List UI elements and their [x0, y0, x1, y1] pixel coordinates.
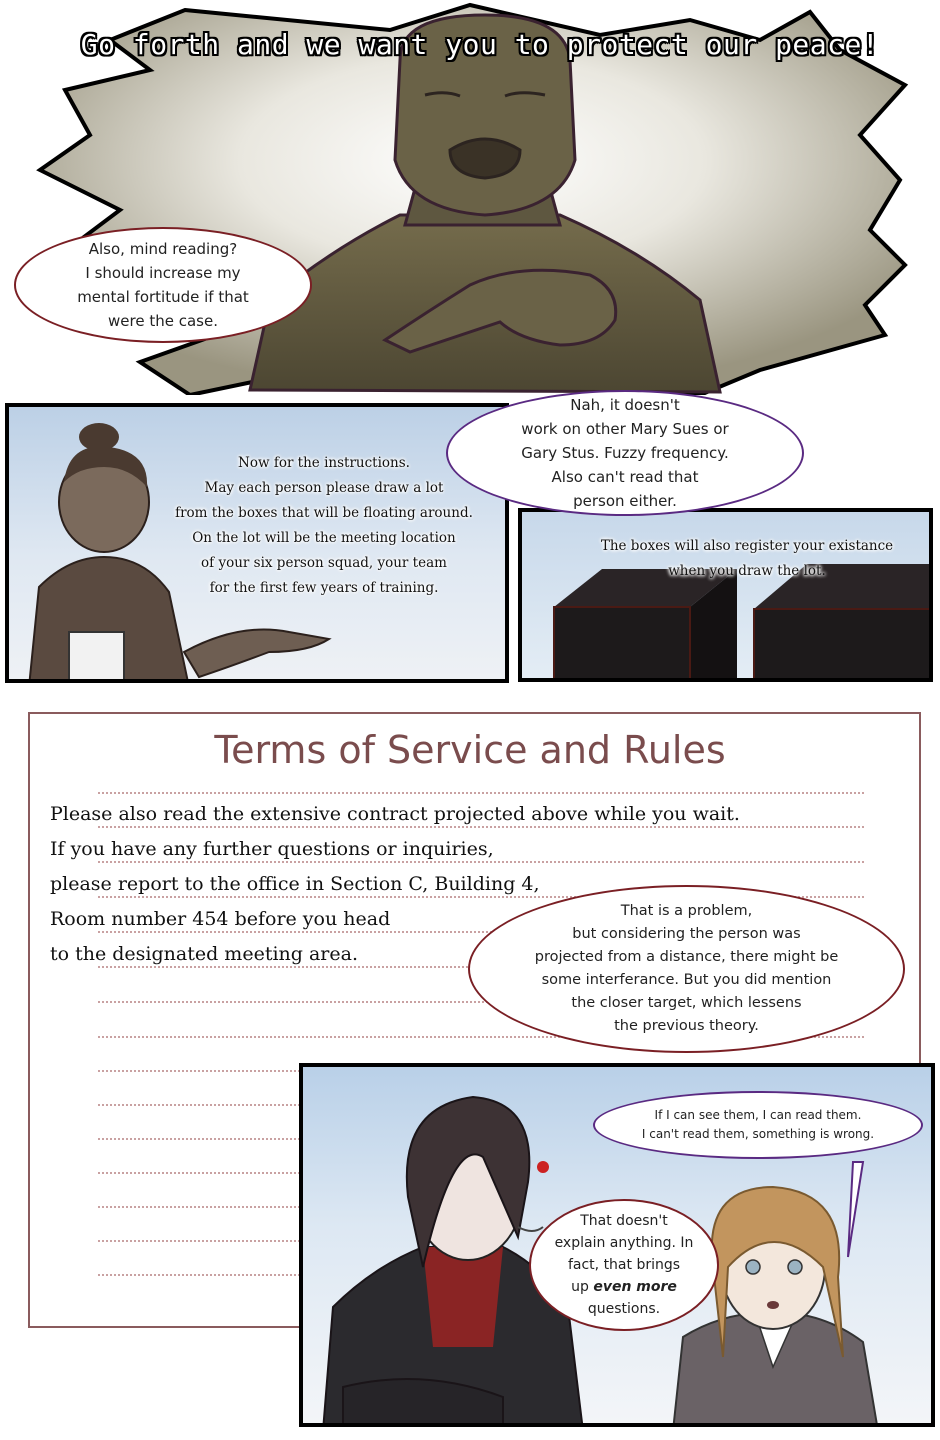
speech-bubble-doesnt-explain	[529, 1199, 719, 1331]
board-line: Please also read the extensive contract projected above while you wait.	[50, 803, 740, 825]
bubble-text: If I can see them, I can read them. I can't read them, something is wrong.	[641, 1108, 875, 1141]
shout-text: Go forth and we want you to protect our peace!	[80, 28, 880, 61]
speech-bubble-mind-reading	[14, 227, 312, 343]
board-line: Room number 454 before you head	[50, 908, 391, 930]
bubble-text	[555, 1210, 694, 1320]
panel-instructions	[5, 403, 509, 683]
ruled-line	[98, 792, 864, 794]
panel-boxes	[518, 508, 933, 682]
speech-bubble-see-them	[593, 1091, 923, 1159]
panel-statue	[0, 0, 940, 395]
bubble-text: Nah, it doesn't work on other Mary Sues or Gary Stus. Fuzzy frequency. Also can't read that person either.	[521, 396, 729, 510]
speech-bubble-problem	[468, 885, 905, 1053]
bubble-text: That is a problem, but considering the person was projected from a distance, there might be some interferance. But you did mention the closer target, which lessens the previous theory.	[534, 903, 839, 1034]
bubble-bold-text: even more	[593, 1279, 677, 1295]
board-line: please report to the office in Section C, Building 4,	[50, 873, 540, 895]
bubble-text-part: questions.	[587, 1301, 661, 1317]
board-line: If you have any further questions or inquiries,	[50, 838, 494, 860]
speech-bubble-nah	[446, 390, 804, 516]
panel-conversation	[299, 1063, 935, 1427]
board-title: Terms of Service and Rules	[214, 728, 726, 772]
statue-mouth	[450, 139, 520, 178]
board-line: to the designated meeting area.	[50, 943, 358, 965]
instructions-caption: Now for the instructions. May each person please draw a lot from the boxes that will be floating around. On the lot will be the meeting location of your six person squad, your team for the first few years of training.	[175, 455, 473, 596]
bubble-text-part: That doesn't explain anything. In fact, that brings up	[554, 1213, 694, 1295]
bubble-text: Also, mind reading? I should increase my mental fortitude if that were the case.	[77, 240, 249, 330]
boxes-caption: The boxes will also register your existance when you draw the lot.	[600, 538, 894, 579]
